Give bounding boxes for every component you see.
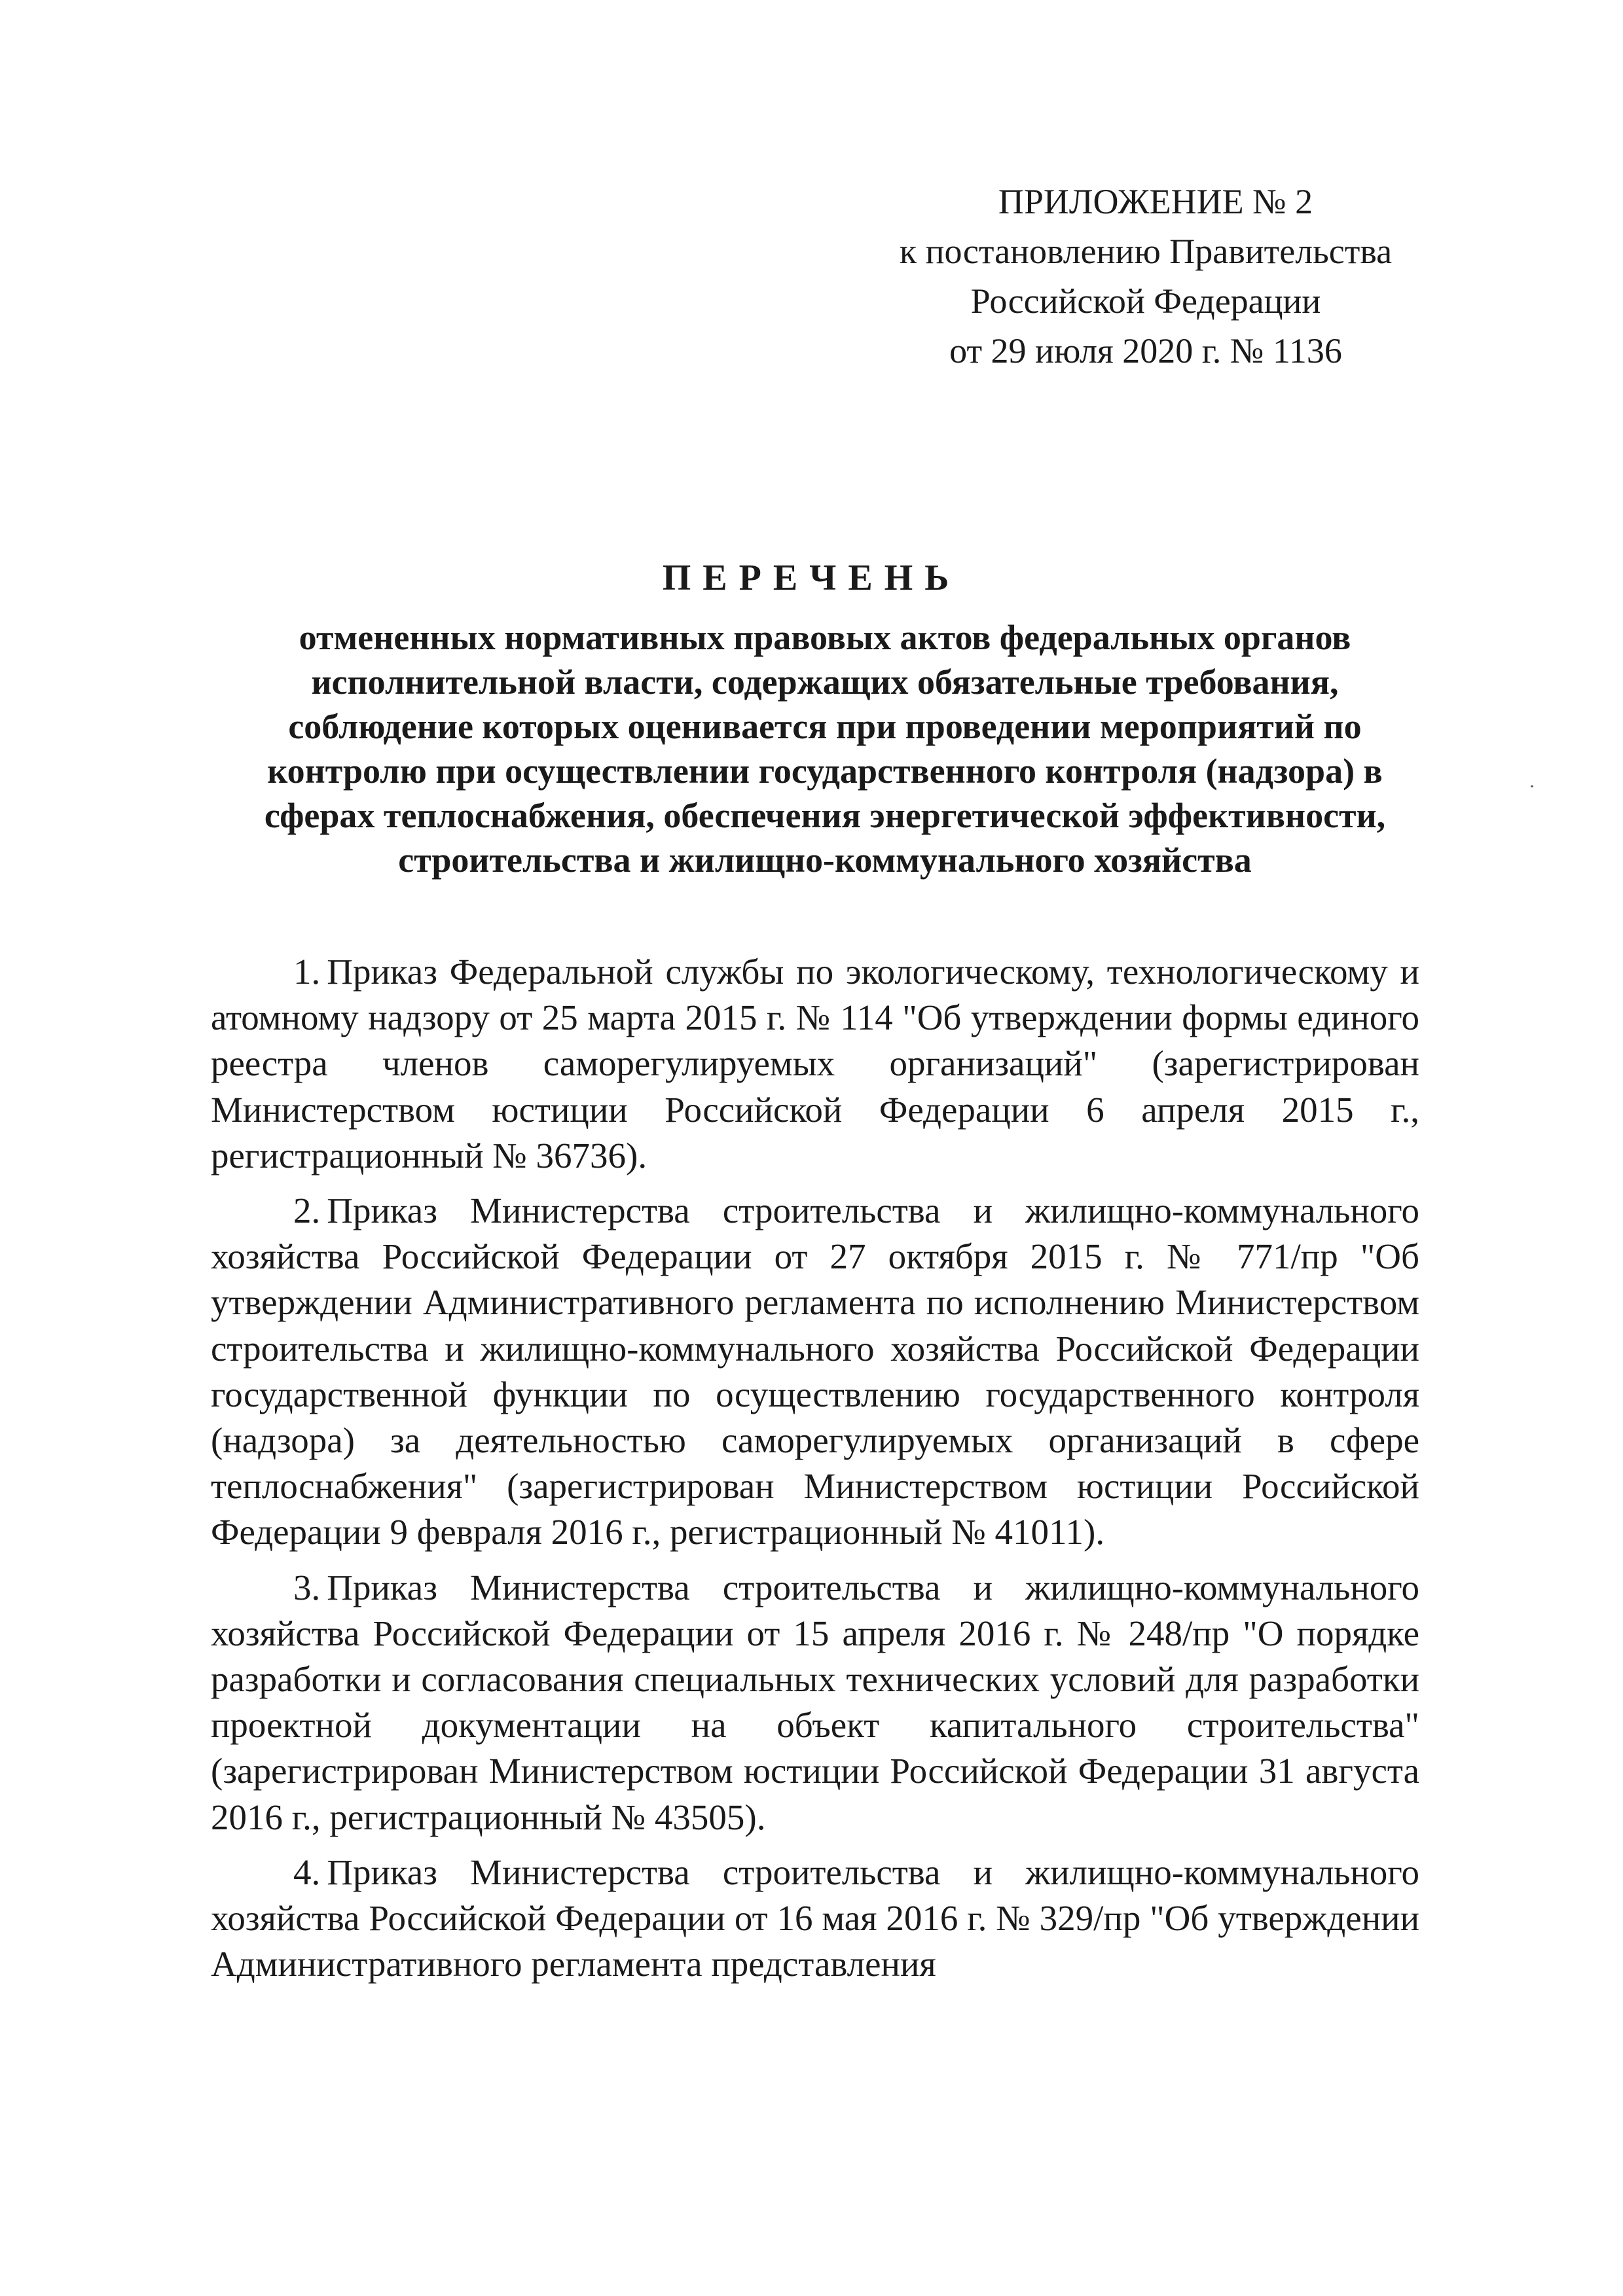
list-item-text: Приказ Министерства строительства и жилищно-коммунального хозяйства Российской Федерации от 27 октября 2015 г. № 771/пр "Об утверждении Административного регламента по исполнению Министерством строительства и жилищно-коммунального хозяйства Российской Федерации государственной функции по осуществлению государственного контроля (надзора) за деятельностью саморегулируемых организаций в сфере теплоснабжения" (зарегистрирован Министерством юстиции Российской Федерации 9 февраля 2016 г., регистрационный № 41011). [211,1191,1419,1552]
list-item-text: Приказ Федеральной службы по экологическому, технологическому и атомному надзору от 25 марта 2015 г. № 114 "Об утверждении формы единого реестра членов саморегулируемых организаций" (зарегистрирован Министерством юстиции Российской Федерации 6 апреля 2015 г., регистрационный № 36736). [211,952,1419,1175]
list-item-text: Приказ Министерства строительства и жилищно-коммунального хозяйства Российской Федерации от 16 мая 2016 г. № 329/пр "Об утверждении Административного регламента представления [211,1852,1419,1984]
subtitle-line: сферах теплоснабжения, обеспечения энергетической эффективности, [264,796,1386,835]
document-title: ПЕРЕЧЕНЬ [662,558,961,598]
subtitle-line: соблюдение которых оценивается при проведении мероприятий по [288,707,1362,746]
document-subtitle [223,615,1427,882]
subtitle-line: исполнительной власти, содержащих обязательные требования, [311,662,1339,702]
list-item-number: 1. [293,952,321,992]
appendix-number: ПРИЛОЖЕНИЕ № 2 [998,182,1313,221]
list-item [211,1565,1419,1840]
appendix-date-number-line: от 29 июля 2020 г. № 1136 [949,331,1342,370]
subtitle-line: контролю при осуществлении государственного контроля (надзора) в [267,751,1383,791]
appendix-government-line: Российской Федерации [970,281,1321,321]
document-body [211,949,1419,1996]
list-item [211,1188,1419,1556]
list-item-number: 4. [293,1852,321,1892]
list-item-text: Приказ Министерства строительства и жилищно-коммунального хозяйства Российской Федерации от 15 апреля 2016 г. № 248/пр "О порядке разработки и согласования специальных технических условий для разработки проектной документации на объект капитального строительства" (зарегистрирован Министерством юстиции Российской Федерации 31 августа 2016 г., регистрационный № 43505). [211,1567,1419,1837]
subtitle-line: строительства и жилищно-коммунального хозяйства [398,840,1252,880]
appendix-resolution-line: к постановлению Правительства [899,232,1393,271]
subtitle-line: отмененных нормативных правовых актов федеральных органов [299,618,1351,657]
list-item-number: 2. [293,1191,321,1231]
appendix-header [851,177,1440,376]
scan-speck [1531,785,1533,787]
list-item-number: 3. [293,1567,321,1607]
list-item [211,949,1419,1179]
list-item [211,1850,1419,1988]
